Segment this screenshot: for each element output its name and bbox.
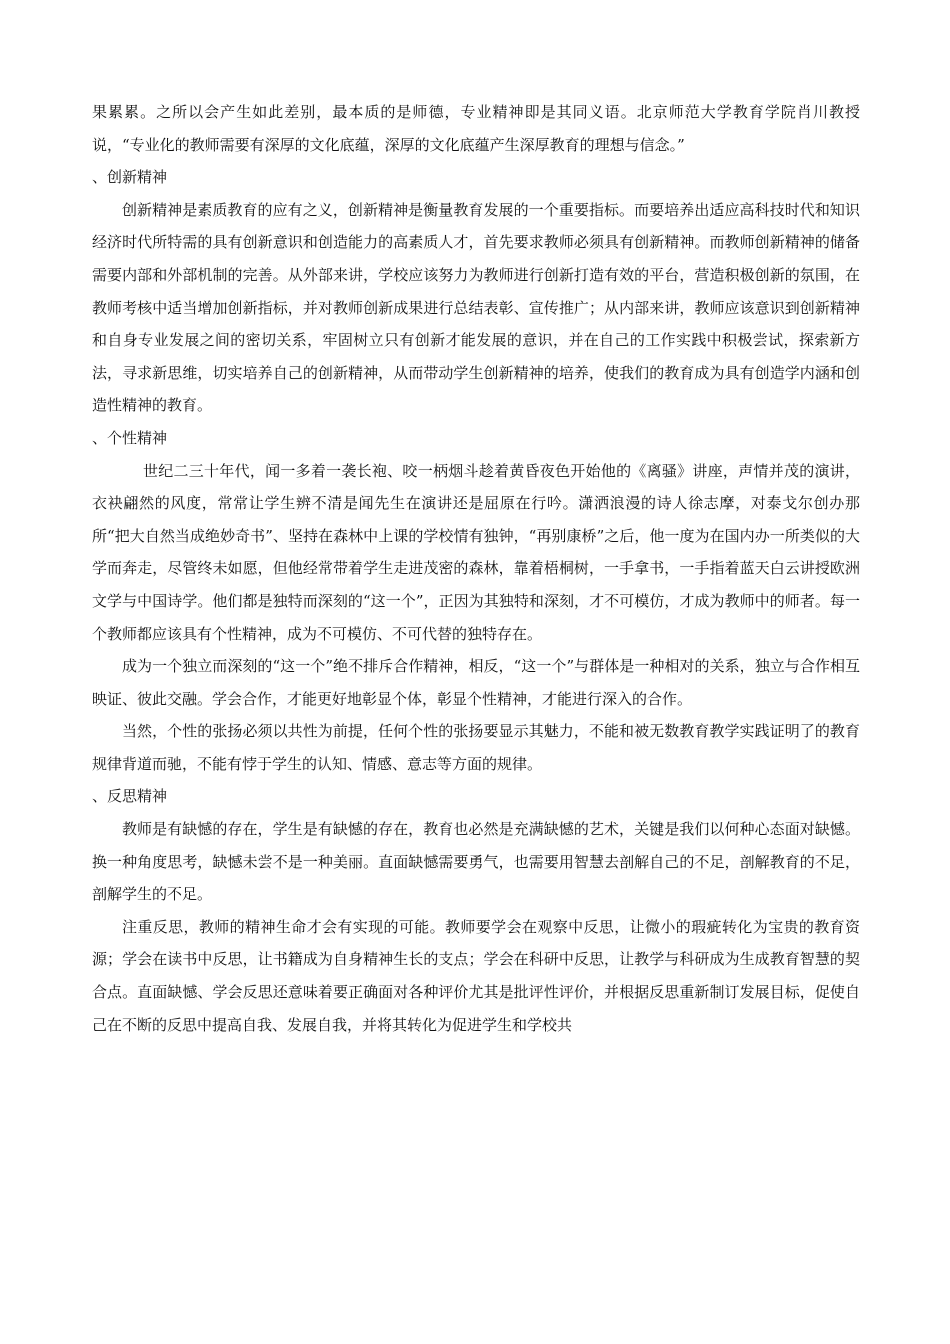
paragraph-individuality-3: 当然，个性的张扬必须以共性为前提，任何个性的张扬要显示其魅力，不能和被无数教育教学实践证明了的教育规律背道而驰，不能有悖于学生的认知、情感、意志等方面的规律。 — [92, 722, 860, 773]
section-heading-reflection: 、反思精神 — [92, 787, 168, 806]
paragraph-innovation: 创新精神是素质教育的应有之义，创新精神是衡量教育发展的一个重要指标。而要培养出适应高科技时代和知识经济时代所特需的具有创新意识和创造能力的高素质人才，首先要求教师必须具有创新精神。而教师创新精神的储备需要内部和外部机制的完善。从外部来讲，学校应该努力为教师进行创新打造有效的平台，营造积极创新的氛围，在教师考核中适当增加创新指标，并对教师创新成果进行总结表彰、宣传推广；从内部来讲，教师应该意识到创新精神和自身专业发展之间的密切关系，牢固树立只有创新才能发展的意识，并在自己的工作实践中积极尝试，探索新方法，寻求新思维，切实培养自己的创新精神，从而带动学生创新精神的培养，使我们的教育成为具有创造学内涵和创造性精神的教育。 — [92, 200, 860, 415]
paragraph-reflection-1: 教师是有缺憾的存在，学生是有缺憾的存在，教育也必然是充满缺憾的艺术，关键是我们以何种心态面对缺憾。换一种角度思考，缺憾未尝不是一种美丽。直面缺憾需要勇气，也需要用智慧去剖解自己的不足，剖解教育的不足，剖解学生的不足。 — [92, 820, 860, 904]
section-heading-innovation: 、创新精神 — [92, 168, 168, 187]
document-body — [92, 96, 860, 1041]
paragraph-individuality-2: 成为一个独立而深刻的“这一个”绝不排斥合作精神，相反，“这一个”与群体是一种相对的关系，独立与合作相互映证、彼此交融。学会合作，才能更好地彰显个体，彰显个性精神，才能进行深入的合作。 — [92, 657, 860, 708]
paragraph-individuality-1: 世纪二三十年代，闻一多着一袭长袍、咬一柄烟斗趁着黄昏夜色开始他的《离骚》讲座，声情并茂的演讲，衣袂翩然的风度，常常让学生辨不清是闻先生在演讲还是屈原在行吟。潇洒浪漫的诗人徐志摩，对泰戈尔创办那所“把大自然当成绝妙奇书”、坚持在森林中上课的学校情有独钟，“再别康桥”之后，他一度为在国内办一所类似的大学而奔走，尽管终未如愿，但他经常带着学生走进茂密的森林，靠着梧桐树，一手拿书，一手指着蓝天白云讲授欧洲文学与中国诗学。他们都是独特而深刻的“这一个”，正因为其独特和深刻，才不可模仿，才成为教师中的师者。每一个教师都应该具有个性精神，成为不可模仿、不可代替的独特存在。 — [92, 461, 860, 643]
paragraph-continuation: 果累累。之所以会产生如此差别，最本质的是师德，专业精神即是其同义语。北京师范大学教育学院肖川教授说，“专业化的教师需要有深厚的文化底蕴，深厚的文化底蕴产生深厚教育的理想与信念。” — [92, 103, 860, 154]
paragraph-reflection-2: 注重反思，教师的精神生命才会有实现的可能。教师要学会在观察中反思，让微小的瑕疵转化为宝贵的教育资源；学会在读书中反思，让书籍成为自身精神生长的支点；学会在科研中反思，让教学与科研成为生成教育智慧的契合点。直面缺憾、学会反思还意味着要正确面对各种评价尤其是批评性评价，并根据反思重新制订发展目标，促使自己在不断的反思中提高自我、发展自我，并将其转化为促进学生和学校共 — [92, 917, 860, 1034]
section-heading-individuality: 、个性精神 — [92, 428, 168, 447]
